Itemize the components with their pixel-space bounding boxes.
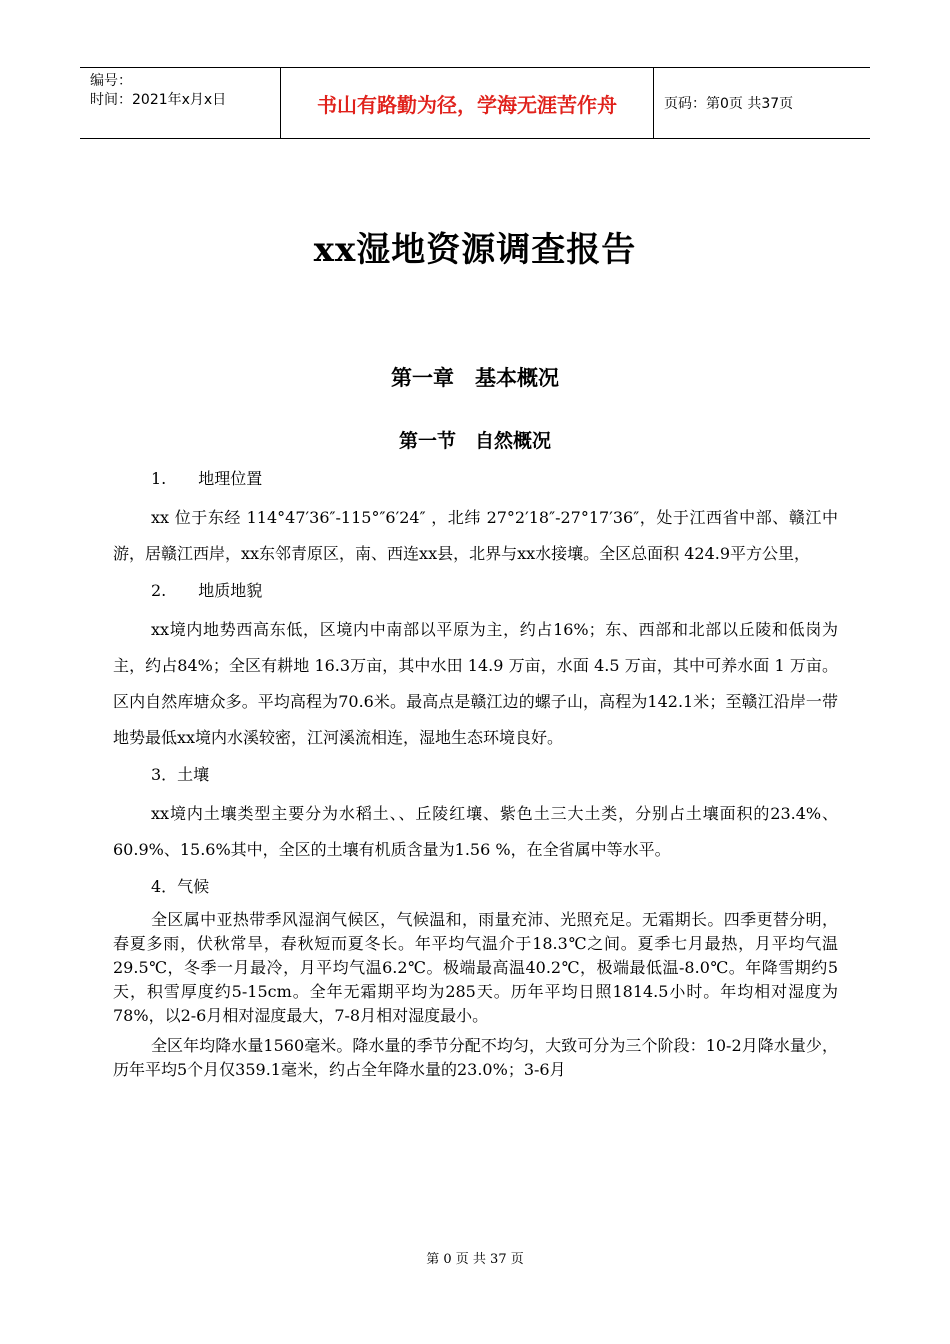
number-label: 编号： [90,73,132,89]
paragraph-climate: 全区属中亚热带季风湿润气候区，气候温和，雨量充沛、光照充足。无霜期长。四季更替分明，春夏多雨，伏秋常旱，春秋短而夏冬长。年平均气温介于18.3℃之间。夏季七月最热，月平均气温29.5℃，冬季一月最冷，月平均气温6.2℃。极端最高温40.2℃，极端最低温-8.0℃。年降雪期约5天，积雪厚度约5-15cm。全年无霜期平均为285天。历年平均日照1814.5小时。年均相对湿度为78%，以2-6月相对湿度最大，7-8月相对湿度最小。 [113,910,838,1025]
header-table [80,67,870,139]
paragraph-precipitation: 全区年均降水量1560毫米。降水量的季节分配不均匀，大致可分为三个阶段：10-2月降水量少，历年平均5个月仅359.1毫米，约占全年降水量的23.0%；3-6月 [113,1036,838,1079]
paragraph-soil: xx境内土壤类型主要分为水稻土、、丘陵红壤、紫色土三大土类，分别占土壤面积的23.4%、60.9%、15.6%其中，全区的土壤有机质含量为1.56 %，在全省属中等水平。 [113,804,838,859]
paragraph-geology: xx境内地势西高东低，区境内中南部以平原为主，约占16%；东、西部和北部以丘陵和低岗为主，约占84%；全区有耕地 16.3万亩，其中水田 14.9 万亩，水面 4.5 万亩，其中可养水面 1 万亩。区内自然库塘众多。平均高程为70.6米。最高点是赣江边的螺子山，高程为142.1米；至赣江沿岸一带地势最低xx境内水溪较密，江河溪流相连，湿地生态环境良好。 [113,620,838,747]
chapter-heading: 第一章 基本概况 [391,366,559,390]
heading-climate: 4．气候 [151,877,210,896]
document-body [113,464,838,1082]
document-title: xx湿地资源调查报告 [313,230,637,270]
page-footer: 第 0 页 共 37 页 [426,1252,524,1267]
heading-location: 1. 地理位置 [151,469,263,488]
header-meta [80,68,281,138]
motto: 书山有路勤为径，学海无涯苦作舟 [281,68,654,138]
section-heading: 第一节 自然概况 [398,430,551,452]
heading-soil: 3．土壤 [151,765,210,784]
time-label: 时间：2021年x月x日 [90,92,227,108]
heading-geology: 2. 地质地貌 [151,581,263,600]
page-info: 页码：第0页 共37页 [664,96,794,112]
paragraph-location: xx 位于东经 114°47′36″-115°″6′24″ ，北纬 27°2′18″-27°17′36″，处于江西省中部、赣江中游，居赣江西岸，xx东邻青原区，南、西连xx县，北界与xx水接壤。全区总面积 424.9平方公里， [113,508,838,563]
